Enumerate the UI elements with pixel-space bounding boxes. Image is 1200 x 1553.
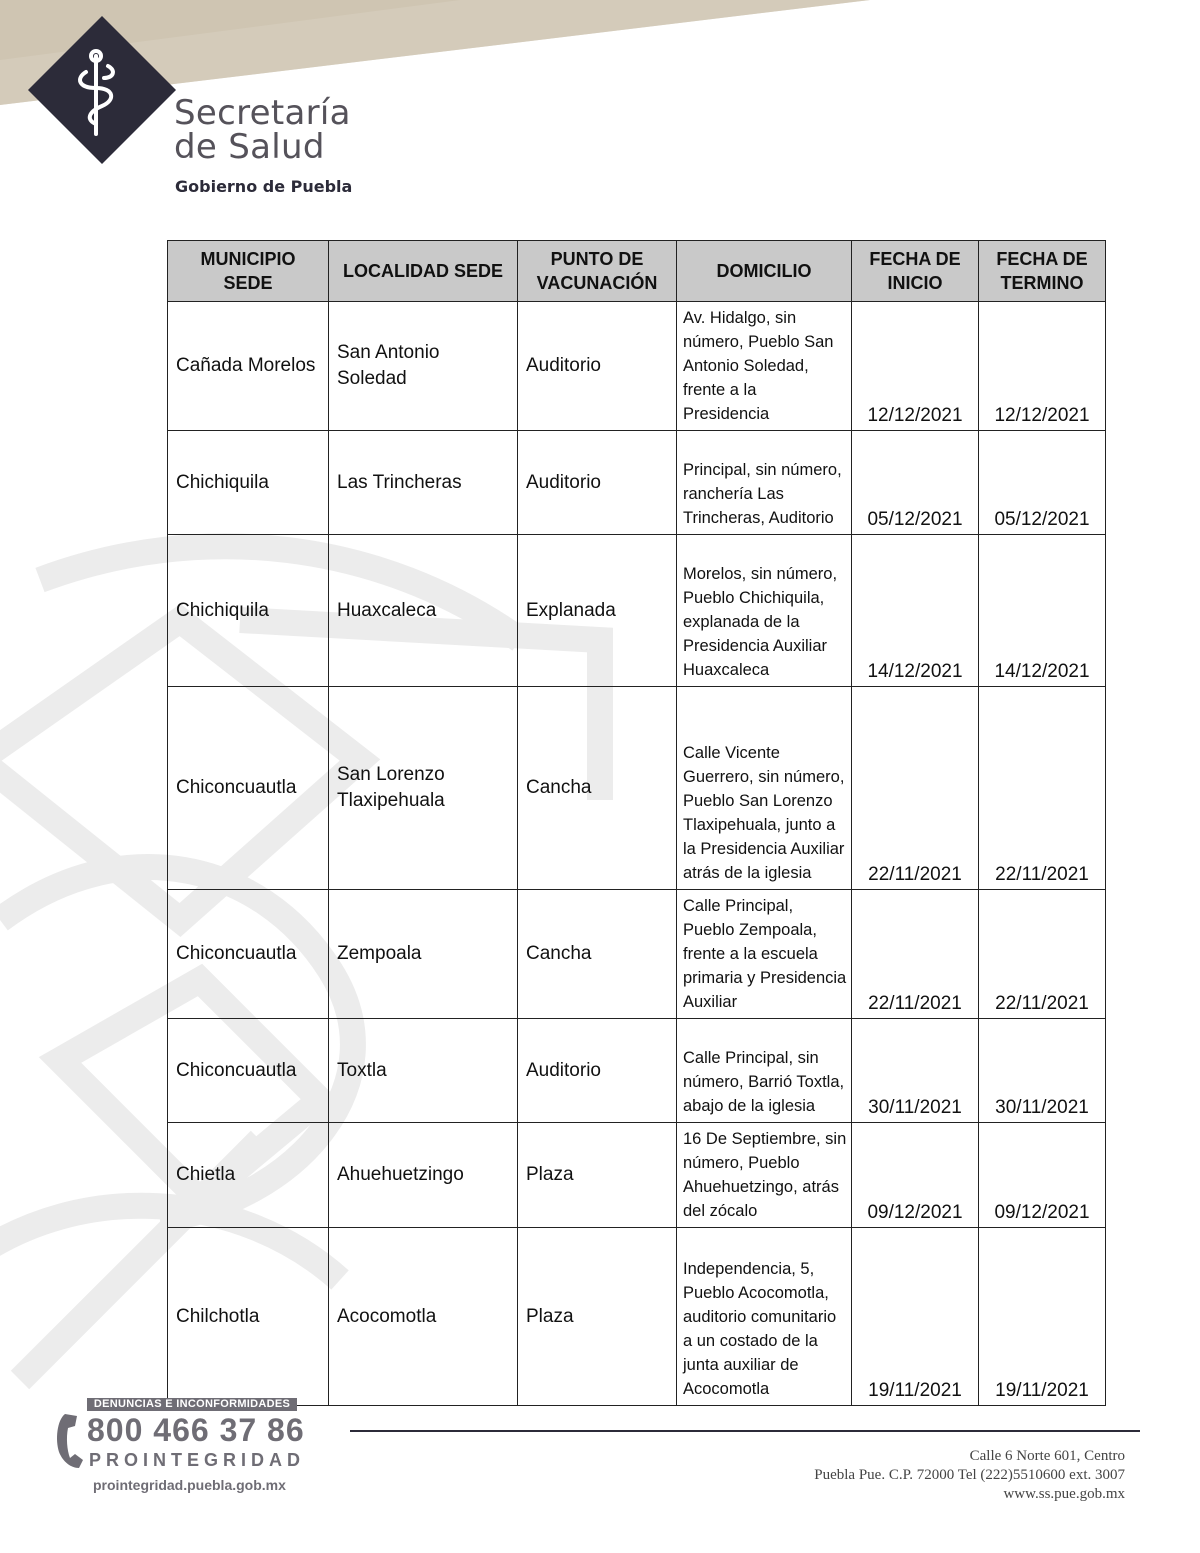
cell-domicilio: 16 De Septiembre, sin número, Pueblo Ahuehuetzingo, atrás del zócalo: [677, 1123, 852, 1228]
cell-fecha-termino: 22/11/2021: [979, 687, 1106, 890]
table-row: [168, 687, 1106, 890]
cell-punto: Explanada: [518, 535, 677, 687]
cell-municipio: Chichiquila: [168, 431, 329, 535]
cell-localidad: Las Trincheras: [329, 431, 518, 535]
table-header-row: [168, 241, 1106, 302]
cell-domicilio: Morelos, sin número, Pueblo Chichiquila, explanada de la Presidencia Auxiliar Huaxcaleca: [677, 535, 852, 687]
cell-punto: Cancha: [518, 890, 677, 1019]
cell-punto: Plaza: [518, 1228, 677, 1406]
cell-municipio: Cañada Morelos: [168, 302, 329, 431]
header-domicilio: DOMICILIO: [677, 241, 852, 302]
cell-municipio: Chiconcuautla: [168, 890, 329, 1019]
cell-fecha-termino: 22/11/2021: [979, 890, 1106, 1019]
cell-localidad: Ahuehuetzingo: [329, 1123, 518, 1228]
cell-fecha-inicio: 14/12/2021: [852, 535, 979, 687]
address-website[interactable]: www.ss.pue.gob.mx: [1003, 1486, 1125, 1502]
vaccination-schedule-table: [167, 240, 1106, 1406]
cell-municipio: Chiconcuautla: [168, 687, 329, 890]
address-line-1: Calle 6 Norte 601, Centro: [969, 1448, 1125, 1464]
cell-municipio: Chietla: [168, 1123, 329, 1228]
cell-domicilio: Calle Principal, Pueblo Zempoala, frente a la escuela primaria y Presidencia Auxiliar: [677, 890, 852, 1019]
cell-fecha-termino: 09/12/2021: [979, 1123, 1106, 1228]
brand-title-line1: Secretaría: [174, 93, 351, 133]
footer-address: [814, 1447, 1125, 1504]
caduceus-icon: [28, 16, 176, 164]
brand-title: [174, 93, 351, 167]
hotline-number: 800 466 37 86: [87, 1412, 305, 1448]
cell-localidad: San Antonio Soledad: [329, 302, 518, 431]
hotline-url[interactable]: prointegridad.puebla.gob.mx: [93, 1477, 286, 1493]
cell-municipio: Chichiquila: [168, 535, 329, 687]
table-row: [168, 890, 1106, 1019]
table-row: [168, 535, 1106, 687]
table-row: [168, 431, 1106, 535]
footer-divider: [350, 1430, 1140, 1432]
header-punto: PUNTO DE VACUNACIÓN: [518, 241, 677, 302]
cell-punto: Auditorio: [518, 431, 677, 535]
cell-fecha-termino: 05/12/2021: [979, 431, 1106, 535]
cell-fecha-inicio: 22/11/2021: [852, 890, 979, 1019]
cell-localidad: Toxtla: [329, 1019, 518, 1123]
cell-localidad: San Lorenzo Tlaxipehuala: [329, 687, 518, 890]
cell-domicilio: Av. Hidalgo, sin número, Pueblo San Antonio Soledad, frente a la Presidencia: [677, 302, 852, 431]
table-row: [168, 1228, 1106, 1406]
table-row: [168, 1123, 1106, 1228]
cell-fecha-inicio: 19/11/2021: [852, 1228, 979, 1406]
cell-fecha-termino: 14/12/2021: [979, 535, 1106, 687]
cell-fecha-inicio: 05/12/2021: [852, 431, 979, 535]
hotline-name: PROINTEGRIDAD: [89, 1450, 306, 1470]
hotline-label: DENUNCIAS E INCONFORMIDADES: [87, 1398, 297, 1411]
header-fecha-inicio: FECHA DE INICIO: [852, 241, 979, 302]
table-row: [168, 1019, 1106, 1123]
cell-localidad: Huaxcaleca: [329, 535, 518, 687]
cell-punto: Auditorio: [518, 1019, 677, 1123]
cell-punto: Cancha: [518, 687, 677, 890]
header-fecha-termino: FECHA DE TERMINO: [979, 241, 1106, 302]
brand-subtitle: Gobierno de Puebla: [175, 177, 353, 196]
cell-domicilio: Principal, sin número, ranchería Las Trincheras, Auditorio: [677, 431, 852, 535]
cell-punto: Plaza: [518, 1123, 677, 1228]
cell-localidad: Acocomotla: [329, 1228, 518, 1406]
cell-fecha-termino: 30/11/2021: [979, 1019, 1106, 1123]
cell-domicilio: Independencia, 5, Pueblo Acocomotla, auditorio comunitario a un costado de la junta auxiliar de Acocomotla: [677, 1228, 852, 1406]
cell-domicilio: Calle Principal, sin número, Barrió Toxtla, abajo de la iglesia: [677, 1019, 852, 1123]
brand-title-line2: de Salud: [174, 127, 325, 167]
cell-localidad: Zempoala: [329, 890, 518, 1019]
table-row: [168, 302, 1106, 431]
cell-fecha-inicio: 30/11/2021: [852, 1019, 979, 1123]
cell-fecha-inicio: 12/12/2021: [852, 302, 979, 431]
address-line-2: Puebla Pue. C.P. 72000 Tel (222)5510600 ext. 3007: [814, 1467, 1125, 1483]
cell-fecha-termino: 19/11/2021: [979, 1228, 1106, 1406]
cell-fecha-inicio: 22/11/2021: [852, 687, 979, 890]
cell-domicilio: Calle Vicente Guerrero, sin número, Pueblo San Lorenzo Tlaxipehuala, junto a la Presidencia Auxiliar atrás de la iglesia: [677, 687, 852, 890]
cell-punto: Auditorio: [518, 302, 677, 431]
phone-icon: [55, 1410, 85, 1470]
cell-fecha-termino: 12/12/2021: [979, 302, 1106, 431]
cell-municipio: Chiconcuautla: [168, 1019, 329, 1123]
cell-municipio: Chilchotla: [168, 1228, 329, 1406]
header-localidad: LOCALIDAD SEDE: [329, 241, 518, 302]
cell-fecha-inicio: 09/12/2021: [852, 1123, 979, 1228]
header-municipio: MUNICIPIO SEDE: [168, 241, 329, 302]
